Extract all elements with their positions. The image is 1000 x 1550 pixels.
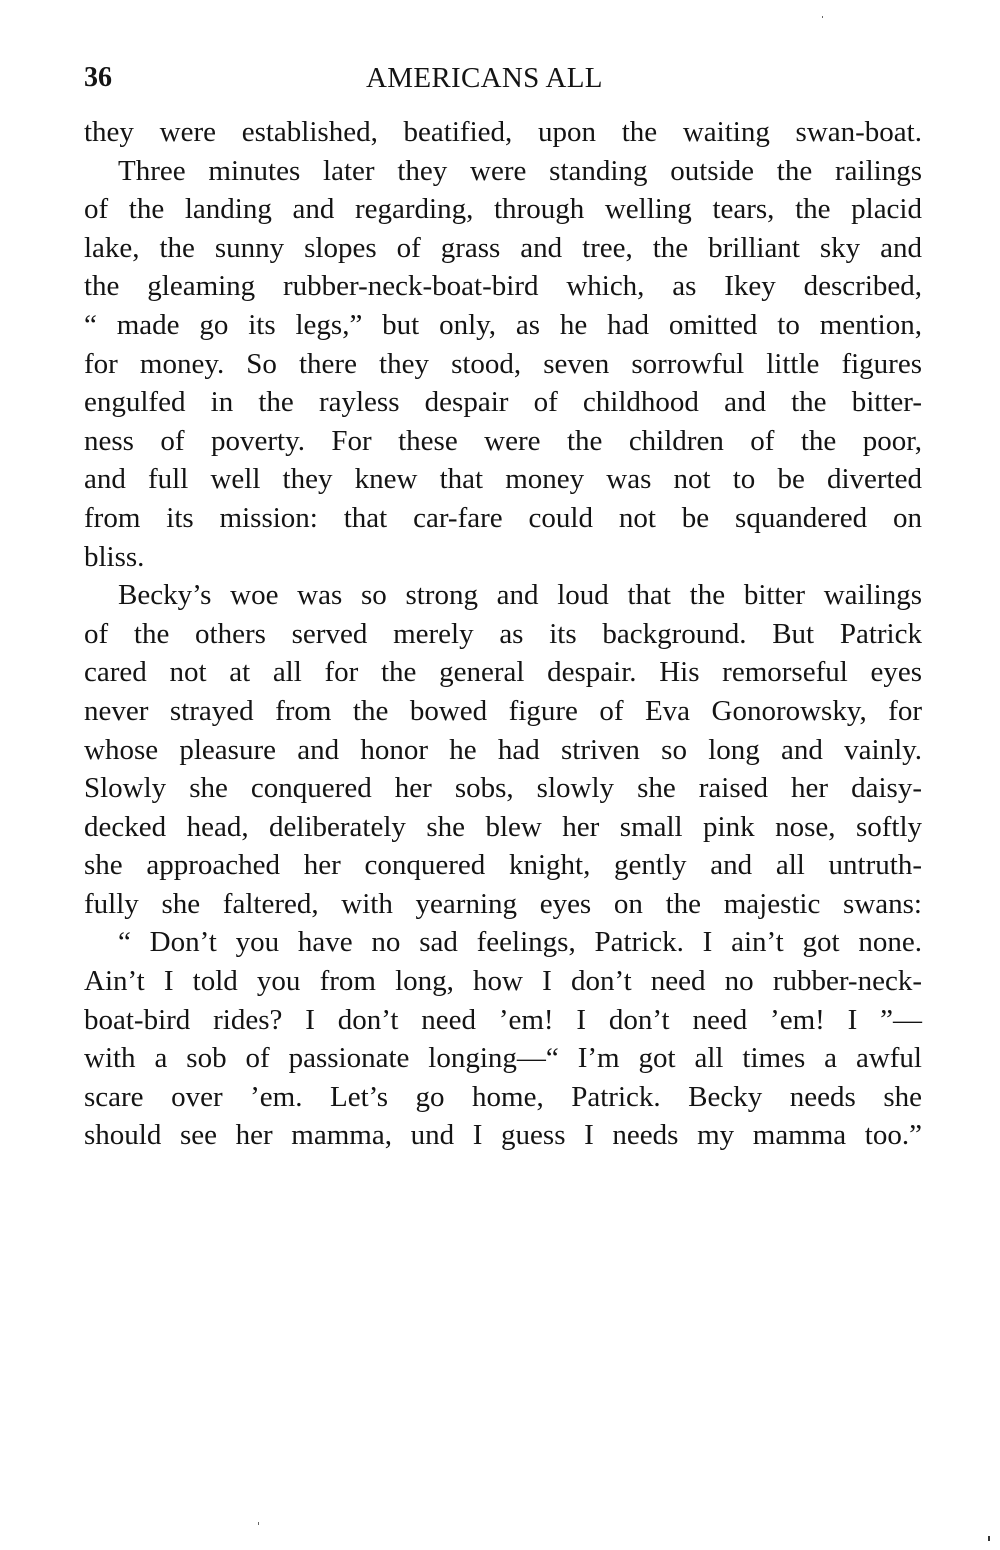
text-line: ness of poverty. For these were the children of the poor, <box>84 424 922 457</box>
text-line: the gleaming rubber-neck-boat-bird which, as Ikey described, <box>84 270 922 303</box>
text-line: they were established, beatified, upon the waiting swan-boat. <box>84 116 922 148</box>
text-line: fully she faltered, with yearning eyes on the majestic swans: <box>84 887 922 920</box>
text-line: of the others served merely as its background. But Patrick <box>84 617 922 650</box>
text-line: she approached her conquered knight, gently and all untruth- <box>84 849 922 882</box>
scan-speck <box>258 1522 259 1525</box>
text-line: and full well they knew that money was not to be diverted <box>84 463 922 496</box>
running-head <box>84 58 924 98</box>
text-line: Three minutes later they were standing outside the railings <box>118 154 922 187</box>
text-line: with a sob of passionate longing—“ I’m got all times a awful <box>84 1042 922 1075</box>
text-line: of the landing and regarding, through welling tears, the placid <box>84 193 922 226</box>
text-line: Ain’t I told you from long, how I don’t need no rubber-neck- <box>84 965 922 998</box>
text-line: “ made go its legs,” but only, as he had omitted to mention, <box>84 308 922 341</box>
text-line: “ Don’t you have no sad feelings, Patrick. I ain’t got none. <box>118 926 922 959</box>
text-line: whose pleasure and honor he had striven so long and vainly. <box>84 733 922 766</box>
scan-speck <box>988 1536 990 1541</box>
text-line: lake, the sunny slopes of grass and tree, the brilliant sky and <box>84 231 922 264</box>
text-line: engulfed in the rayless despair of childhood and the bitter- <box>84 386 922 419</box>
running-title: AMERICANS ALL <box>366 62 603 94</box>
scan-speck <box>822 16 823 18</box>
text-line: cared not at all for the general despair. His remorseful eyes <box>84 656 922 689</box>
text-line: should see her mamma, und I guess I needs my mamma too.” <box>84 1119 922 1152</box>
text-line: for money. So there they stood, seven sorrowful little figures <box>84 347 922 380</box>
text-line: bliss. <box>84 540 145 573</box>
text-line: from its mission: that car-fare could not be squandered on <box>84 501 922 534</box>
body-text <box>84 113 922 1155</box>
text-line: Becky’s woe was so strong and loud that the bitter wailings <box>118 579 922 612</box>
text-line: boat-bird rides? I don’t need ’em! I don’t need ’em! I ”— <box>84 1003 922 1036</box>
page-number: 36 <box>84 62 112 93</box>
text-line: scare over ’em. Let’s go home, Patrick. Becky needs she <box>84 1080 922 1113</box>
text-line: decked head, deliberately she blew her small pink nose, softly <box>84 810 922 843</box>
text-line: never strayed from the bowed figure of Eva Gonorowsky, for <box>84 694 922 727</box>
text-line: Slowly she conquered her sobs, slowly she raised her daisy- <box>84 772 922 805</box>
